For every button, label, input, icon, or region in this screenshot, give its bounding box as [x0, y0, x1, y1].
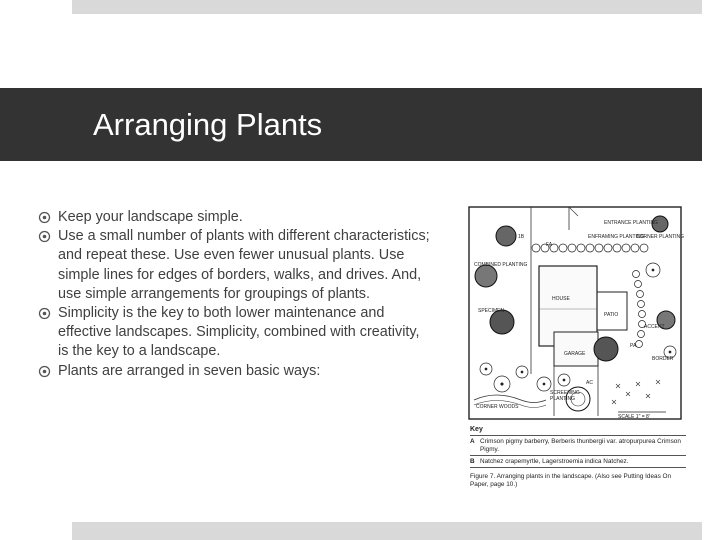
label-combined: COMBINED PLANTING	[474, 262, 528, 268]
figure-caption: Figure 7. Arranging plants in the landscape. (Also see Putting Ideas On Paper, page 10.)	[470, 473, 672, 488]
figure-key	[470, 426, 686, 489]
bullet-item	[38, 304, 430, 362]
key-title: Key	[470, 426, 483, 433]
walk-path	[474, 395, 546, 403]
key-text: Crimson pigmy barberry, Berberis thunbergii var. atropurpurea Crimson Pigmy.	[480, 438, 681, 453]
bullet-text: Simplicity is the key to both lower maintenance and effective landscapes. Simplicity, combined with creativity, is the key to a landscape.	[58, 305, 420, 360]
key-row	[470, 458, 686, 466]
shrub-border-right	[633, 271, 646, 348]
label-screening: SCREENING PLANTING	[550, 390, 580, 402]
label-entrance: ENTRANCE PLANTING	[604, 220, 658, 226]
label-border: BORDER	[652, 356, 674, 362]
label-fa: FA	[546, 242, 553, 248]
patio-outline	[597, 292, 627, 330]
circled-dot-icon	[38, 365, 51, 378]
landscape-plan-figure	[466, 204, 686, 504]
label-garage: GARAGE	[564, 351, 586, 357]
circled-dot-icon	[38, 230, 51, 243]
bullet-item	[38, 208, 430, 227]
key-text: Natchez crapemyrtle, Lagerstroemia indica Natchez.	[480, 458, 629, 465]
label-house: HOUSE	[552, 296, 570, 302]
property-line	[569, 207, 578, 216]
label-enframing: ENFRAMING PLANTING	[588, 234, 645, 240]
label-patio: PATIO	[604, 312, 619, 318]
key-row	[470, 438, 686, 454]
ground-cover-marks	[612, 380, 660, 404]
key-letter: A	[470, 438, 475, 445]
slide-title: Arranging Plants	[93, 107, 323, 142]
bullet-item	[38, 362, 430, 381]
bullet-text: Plants are arranged in seven basic ways:	[58, 362, 321, 379]
key-divider	[470, 467, 686, 468]
garage-outline	[554, 332, 598, 366]
label-corner: CORNER PLANTING	[636, 234, 685, 240]
label-corner-woods: CORNER WOODS	[476, 404, 519, 410]
bullet-text: Keep your landscape simple.	[58, 209, 243, 225]
label-accent: ACCENT	[644, 324, 665, 330]
top-decor-strip	[72, 0, 702, 14]
label-pa: PA	[630, 343, 637, 349]
label-specimen: SPECIMEN	[478, 308, 505, 314]
bullet-list	[38, 208, 430, 381]
bullet-item	[38, 227, 430, 304]
key-divider	[470, 435, 686, 436]
label-1b: 1B	[518, 234, 525, 240]
key-divider	[470, 455, 686, 456]
bullet-text: Use a small number of plants with different characteristics; and repeat these. Use even fewer unusual plants. Use simple lines for edges of borders, walks, and drives. And, use simple arrangements for groupings of plants.	[58, 228, 430, 302]
key-letter: B	[470, 458, 475, 465]
circled-dot-icon	[38, 307, 51, 320]
bottom-decor-strip	[72, 522, 702, 540]
label-scale: SCALE 1" = 8'	[618, 414, 650, 420]
circled-dot-icon	[38, 211, 51, 224]
label-ac: AC	[586, 380, 593, 386]
